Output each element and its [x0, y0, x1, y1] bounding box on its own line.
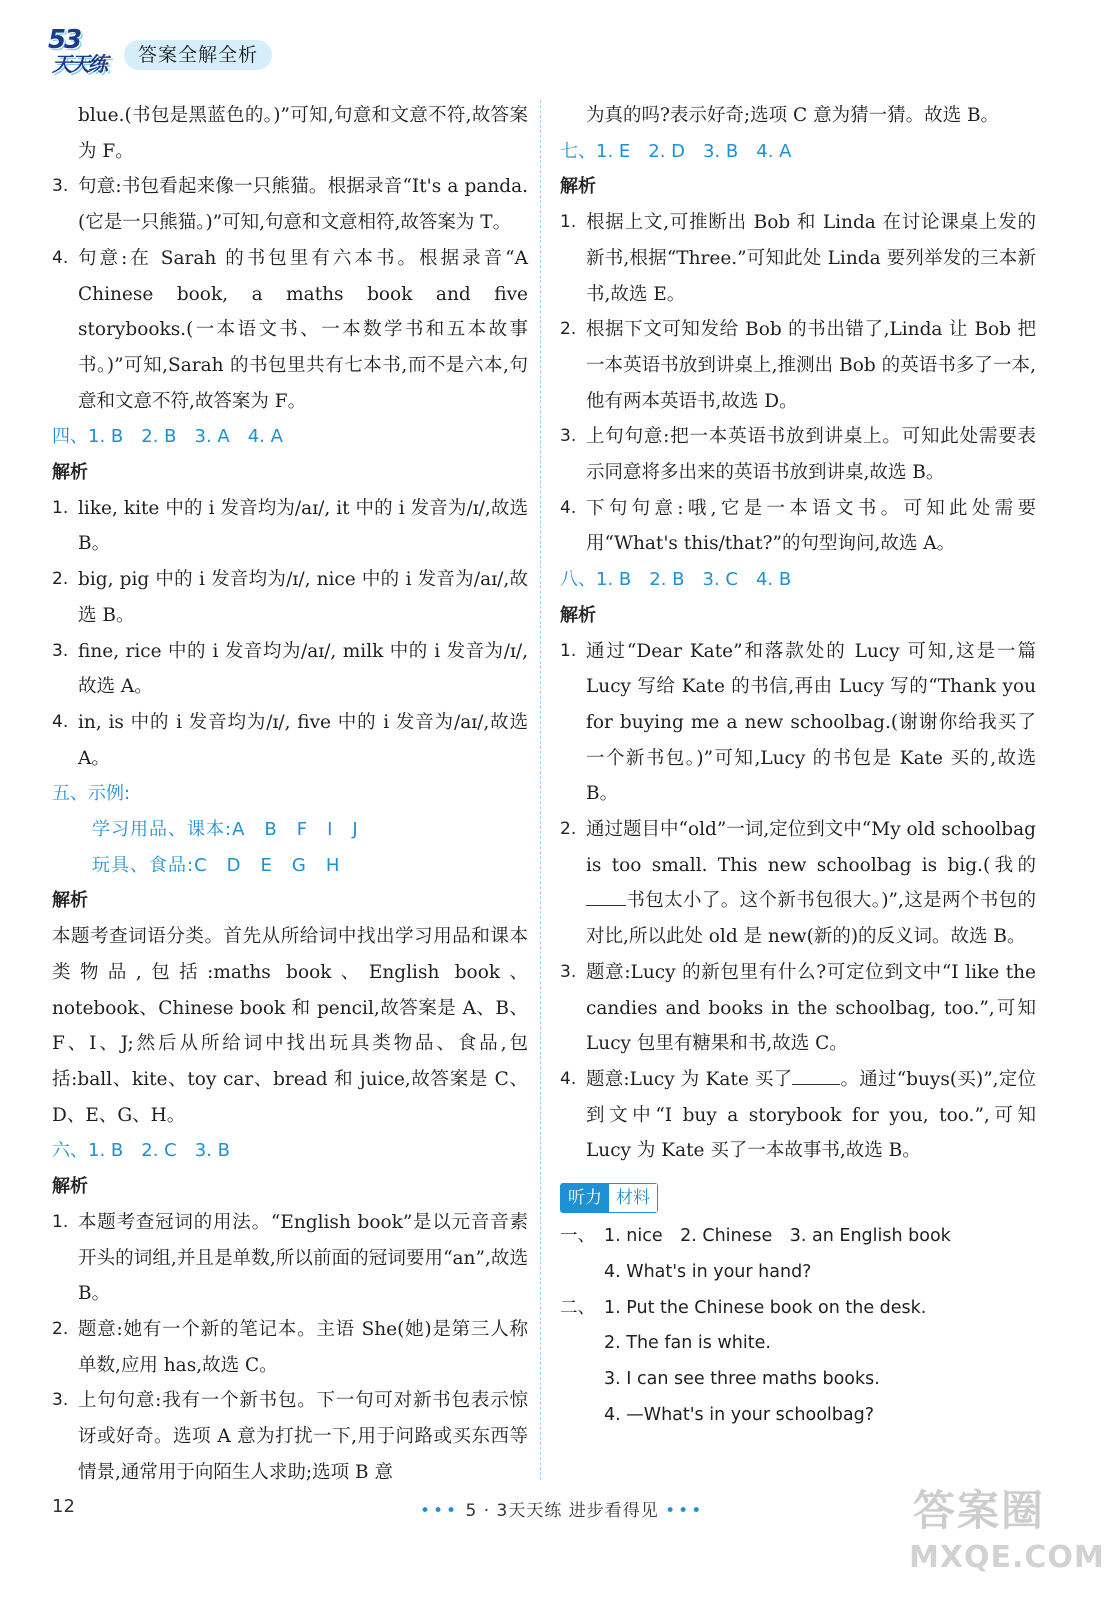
continued-text: 为真的吗?表示好奇;选项 C 意为猜一猜。故选 B。	[586, 105, 1000, 126]
item-text-part: 题意:Lucy 为 Kate 买了	[586, 1068, 793, 1090]
group-number: 一、	[560, 1226, 595, 1247]
spacer	[560, 1398, 604, 1434]
item-number: 3.	[52, 176, 69, 197]
watermark	[899, 1478, 1105, 1588]
list-item	[52, 634, 528, 705]
spacer	[560, 1255, 604, 1291]
item-text: 根据下文可知发给 Bob 的书出错了,Linda 让 Bob 把一本英语书放到讲桌上,推测出 Bob 的英语书多了一本,他有两本英语书,故选 D。	[586, 319, 1036, 412]
list-item	[52, 1205, 528, 1312]
example-line-1: 学习用品、课本:A B F I J	[92, 819, 359, 841]
item-number: 3.	[560, 426, 577, 447]
item-text	[586, 812, 1036, 955]
group-number: 二、	[560, 1297, 595, 1318]
analysis-label: 解析	[52, 462, 88, 484]
item-text: 句意:在 Sarah 的书包里有六本书。根据录音“A Chinese book, a maths book and five storybooks.(一本语文书、一本数学书和五本故事书。)”可知,Sarah 的书包里共有七本书,而不是六本,句意和文意不符,故答案为 F。	[78, 247, 528, 412]
listening-group-2	[560, 1291, 1036, 1327]
listening-line: 4. —What's in your schoolbag?	[604, 1404, 874, 1425]
list-item	[560, 491, 1036, 562]
item-number: 2.	[560, 319, 577, 340]
item-text: 题意:Lucy 的新包里有什么?可定位到文中“I like the candies and books in the schoolbag, too.”,可知 Lucy 包里有糖果和书,故选 C。	[586, 961, 1036, 1055]
section-7-answers: 七、1. E 2. D 3. B 4. A	[560, 140, 792, 162]
listening-group-2-cont	[560, 1362, 1036, 1398]
footer-slogan	[420, 1496, 704, 1521]
listening-line: 2. The fan is white.	[604, 1333, 771, 1354]
item-number: 2.	[52, 1318, 69, 1339]
item-number: 3.	[52, 640, 69, 661]
list-item	[52, 705, 528, 776]
analysis-label: 解析	[560, 176, 596, 198]
listening-line: 1. Put the Chinese book on the desk.	[604, 1297, 927, 1318]
section-8-answers: 八、1. B 2. B 3. C 4. B	[560, 569, 792, 591]
example-line-2: 玩具、食品:C D E G H	[92, 854, 341, 876]
item-text: 根据上文,可推断出 Bob 和 Linda 在讨论课桌上发的新书,根据“Three.”可知此处 Linda 要列举发的三本新书,故选 E。	[586, 212, 1036, 305]
section-5-answers: 五、示例:	[52, 783, 131, 805]
analysis-label: 解析	[52, 1176, 88, 1198]
item-number: 1.	[52, 1211, 69, 1232]
item-text-part: 。通过“buys(买)”,定位到文中“I buy a storybook for you, too.”,可知 Lucy 为 Kate 买了一本故事书,故选 B。	[586, 1068, 1036, 1162]
list-item	[52, 169, 528, 240]
dots-left: •••	[420, 1501, 460, 1521]
list-item	[560, 1062, 1036, 1169]
item-text: like, kite 中的 i 发音均为/aɪ/, it 中的 i 发音为/ɪ/,故选 B。	[78, 497, 528, 555]
item-text: 通过“Dear Kate”和落款处的 Lucy 可知,这是一篇 Lucy 写给 Kate 的书信,再由 Lucy 写的“Thank you for buying me a new schoolbag.(谢谢你给我买了一个新书包。)”可知,Lucy 的书包是 Kate 买的,故选 B。	[586, 640, 1036, 805]
section-4-answers: 四、1. B 2. B 3. A 4. A	[52, 426, 283, 448]
item-text: 上句句意:把一本英语书放到讲桌上。可知此处需要表示同意将多出来的英语书放到讲桌,故选 B。	[586, 426, 1036, 484]
spacer	[560, 1326, 604, 1362]
item-number: 1.	[560, 212, 577, 233]
list-item	[560, 634, 1036, 813]
listening-group-1-cont	[560, 1255, 1036, 1291]
tag-part-listening: 听力	[561, 1184, 609, 1212]
logo-text: 天天练	[52, 52, 106, 76]
item-text-part: 书包太小了。这个新书包很大。)”,这是两个书包的对比,所以此处 old 是 new(新的)的反义词。故选 B。	[586, 890, 1036, 948]
page-number: 12	[52, 1496, 75, 1517]
header-title: 答案全解全析	[124, 40, 272, 70]
column-divider	[540, 100, 541, 1480]
item-text: 题意:她有一个新的笔记本。主语 She(她)是第三人称单数,应用 has,故选 C。	[78, 1318, 528, 1376]
list-item	[560, 205, 1036, 312]
item-number: 4.	[52, 711, 69, 732]
watermark-domain: MXQE.COM	[909, 1540, 1105, 1575]
list-item	[560, 419, 1036, 490]
spacer	[560, 1362, 604, 1398]
section-6-answers: 六、1. B 2. C 3. B	[52, 1140, 230, 1162]
item-number: 2.	[560, 819, 577, 840]
item-text: fine, rice 中的 i 发音均为/aɪ/, milk 中的 i 发音为/ɪ/,故选 A。	[78, 640, 528, 698]
item-number: 2.	[52, 569, 69, 590]
analysis-text: 本题考查词语分类。首先从所给词中找出学习用品和课本类物品,包括:maths book、English book、notebook、Chinese book 和 pencil,故答案是 A、B、F、I、J;然后从所给词中找出玩具类物品、食品,包括:ball、kite、toy car、bread 和 juice,故答案是 C、D、E、G、H。	[52, 926, 528, 1126]
brand-logo	[48, 25, 118, 78]
page-header	[48, 25, 448, 80]
list-item	[52, 241, 528, 420]
item-text: big, pig 中的 i 发音均为/ɪ/, nice 中的 i 发音为/aɪ/,故选 B。	[78, 569, 528, 626]
analysis-label: 解析	[52, 890, 88, 912]
watermark-top: 答案圈	[913, 1486, 1046, 1535]
left-column	[52, 98, 528, 1490]
list-item	[52, 562, 528, 633]
list-item	[560, 955, 1036, 1062]
item-text: in, is 中的 i 发音均为/ɪ/, five 中的 i 发音为/aɪ/,故选 A。	[78, 711, 528, 769]
listening-line: 3. I can see three maths books.	[604, 1368, 880, 1389]
item-text: 句意:书包看起来像一只熊猫。根据录音“It's a panda.(它是一只熊猫。)”可知,句意和文意相符,故答案为 T。	[78, 176, 528, 234]
item-number: 4.	[52, 247, 69, 268]
listening-group-1	[560, 1219, 1036, 1255]
listening-group-2-cont	[560, 1326, 1036, 1362]
item-number: 3.	[52, 1390, 69, 1411]
listening-group-2-cont	[560, 1398, 1036, 1434]
dots-right: •••	[665, 1501, 705, 1521]
item-text-part: 通过题目中“old”一词,定位到文中“My old schoolbag is too small. This new schoolbag is big.(我的	[586, 819, 1036, 876]
analysis-label: 解析	[560, 604, 596, 626]
item-number: 3.	[560, 961, 577, 982]
logo-number: 53	[48, 25, 81, 55]
item-text	[586, 1062, 1036, 1169]
continued-text: blue.(书包是黑蓝色的。)”可知,句意和文意不符,故答案为 F。	[78, 105, 528, 162]
answer-blank	[792, 1066, 840, 1085]
item-text: 下句句意:哦,它是一本语文书。可知此处需要用“What's this/that?”的句型询问,故选 A。	[586, 497, 1036, 555]
item-text: 本题考查冠词的用法。“English book”是以元音音素开头的词组,并且是单数,所以前面的冠词要用“an”,故选 B。	[78, 1211, 528, 1305]
list-item	[52, 1383, 528, 1490]
listening-material-tag	[560, 1183, 658, 1213]
listening-line: 4. What's in your hand?	[604, 1261, 812, 1282]
listening-line: 1. nice 2. Chinese 3. an English book	[604, 1226, 951, 1247]
answer-blank	[586, 887, 626, 906]
item-number: 4.	[560, 497, 577, 518]
slogan-text: 5 · 3天天练 进步看得见	[465, 1501, 659, 1521]
list-item	[560, 312, 1036, 419]
list-item	[52, 491, 528, 562]
item-text: 上句句意:我有一个新书包。下一句可对新书包表示惊讶或好奇。选项 A 意为打扰一下,用于问路或买东西等情景,通常用于向陌生人求助;选项 B 意	[78, 1390, 528, 1483]
tag-part-material: 材料	[609, 1184, 657, 1212]
item-number: 1.	[560, 640, 577, 661]
item-number: 4.	[560, 1068, 577, 1089]
list-item	[560, 812, 1036, 955]
item-number: 1.	[52, 497, 69, 518]
right-column	[560, 98, 1036, 1433]
list-item	[52, 1312, 528, 1383]
